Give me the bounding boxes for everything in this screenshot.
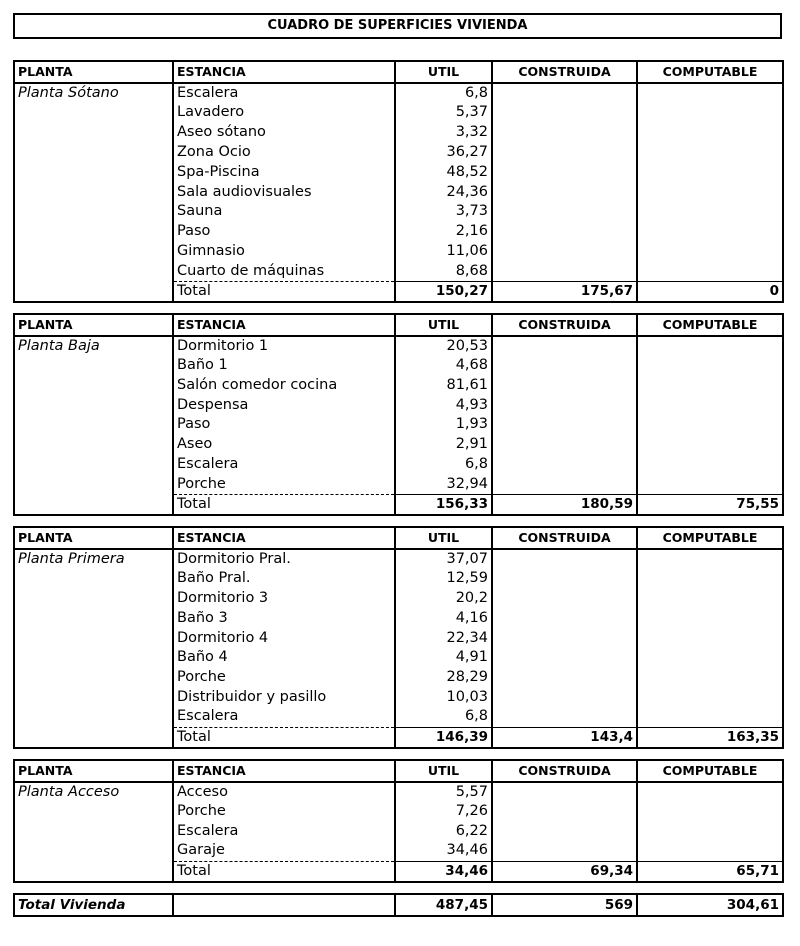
planta-label: Planta Sótano	[18, 85, 119, 101]
util-cell: 32,94	[395, 474, 492, 494]
construida-cell	[492, 821, 637, 841]
estancia-cell: Dormitorio Pral.	[173, 549, 395, 569]
section-table	[13, 60, 784, 303]
computable-cell	[637, 628, 783, 648]
computable-cell	[637, 435, 783, 455]
util-cell: 34,46	[395, 841, 492, 861]
total-construida: 143,4	[492, 727, 637, 748]
grand-total-table	[13, 893, 784, 917]
grand-total-construida: 569	[492, 894, 637, 916]
construida-cell	[492, 628, 637, 648]
construida-cell	[492, 474, 637, 494]
planta-label: Planta Acceso	[18, 783, 120, 800]
estancia-cell: Dormitorio 3	[173, 589, 395, 609]
total-util: 146,39	[395, 727, 492, 748]
header-util: UTIL	[395, 527, 492, 549]
computable-cell	[637, 143, 783, 163]
construida-cell	[492, 395, 637, 415]
construida-cell	[492, 569, 637, 589]
total-computable: 75,55	[637, 494, 783, 515]
estancia-cell: Gimnasio	[173, 242, 395, 262]
construida-cell	[492, 707, 637, 727]
estancia-cell: Baño Pral.	[173, 569, 395, 589]
construida-cell	[492, 261, 637, 281]
util-cell: 4,91	[395, 648, 492, 668]
header-estancia: ESTANCIA	[173, 760, 395, 782]
computable-cell	[637, 549, 783, 569]
construida-cell	[492, 162, 637, 182]
section-table	[13, 759, 784, 883]
computable-cell	[637, 802, 783, 822]
planta-label: Planta Primera	[18, 550, 125, 567]
total-computable: 65,71	[637, 861, 783, 882]
computable-cell	[637, 395, 783, 415]
computable-cell	[637, 162, 783, 182]
computable-cell	[637, 648, 783, 668]
total-computable: 0	[637, 281, 783, 302]
computable-cell	[637, 356, 783, 376]
estancia-cell: Escalera	[173, 821, 395, 841]
util-cell: 2,16	[395, 222, 492, 242]
construida-cell	[492, 668, 637, 688]
util-cell: 37,07	[395, 549, 492, 569]
estancia-cell: Lavadero	[173, 103, 395, 123]
util-cell: 6,8	[395, 707, 492, 727]
computable-cell	[637, 415, 783, 435]
total-label: Total	[173, 861, 395, 882]
util-cell: 36,27	[395, 143, 492, 163]
estancia-cell: Sauna	[173, 202, 395, 222]
computable-cell	[637, 182, 783, 202]
computable-cell	[637, 83, 783, 103]
util-cell: 24,36	[395, 182, 492, 202]
estancia-cell: Baño 1	[173, 356, 395, 376]
estancia-cell: Porche	[173, 802, 395, 822]
util-cell: 3,32	[395, 123, 492, 143]
util-cell: 48,52	[395, 162, 492, 182]
header-planta: PLANTA	[14, 61, 173, 83]
table-row	[14, 782, 783, 802]
grand-total-row	[14, 894, 783, 916]
construida-cell	[492, 648, 637, 668]
computable-cell	[637, 123, 783, 143]
util-cell: 12,59	[395, 569, 492, 589]
computable-cell	[637, 222, 783, 242]
construida-cell	[492, 83, 637, 103]
estancia-cell: Distribuidor y pasillo	[173, 688, 395, 708]
util-cell: 20,53	[395, 336, 492, 356]
estancia-cell: Salón comedor cocina	[173, 375, 395, 395]
section-table	[13, 526, 784, 749]
construida-cell	[492, 841, 637, 861]
estancia-cell: Baño 3	[173, 608, 395, 628]
total-construida: 175,67	[492, 281, 637, 302]
total-computable: 163,35	[637, 727, 783, 748]
estancia-cell: Escalera	[173, 707, 395, 727]
util-cell: 10,03	[395, 688, 492, 708]
total-construida: 180,59	[492, 494, 637, 515]
section-table	[13, 313, 784, 516]
util-cell: 11,06	[395, 242, 492, 262]
computable-cell	[637, 589, 783, 609]
estancia-cell: Garaje	[173, 841, 395, 861]
util-cell: 6,22	[395, 821, 492, 841]
construida-cell	[492, 336, 637, 356]
construida-cell	[492, 123, 637, 143]
total-construida: 69,34	[492, 861, 637, 882]
estancia-cell: Despensa	[173, 395, 395, 415]
estancia-cell: Paso	[173, 415, 395, 435]
header-computable: COMPUTABLE	[637, 61, 783, 83]
computable-cell	[637, 336, 783, 356]
header-util: UTIL	[395, 61, 492, 83]
total-label: Total	[173, 281, 395, 302]
util-cell: 7,26	[395, 802, 492, 822]
header-row	[14, 760, 783, 782]
util-cell: 22,34	[395, 628, 492, 648]
construida-cell	[492, 589, 637, 609]
header-computable: COMPUTABLE	[637, 527, 783, 549]
util-cell: 8,68	[395, 261, 492, 281]
util-cell: 5,57	[395, 782, 492, 802]
construida-cell	[492, 802, 637, 822]
construida-cell	[492, 608, 637, 628]
construida-cell	[492, 103, 637, 123]
estancia-cell: Porche	[173, 668, 395, 688]
header-computable: COMPUTABLE	[637, 314, 783, 336]
estancia-cell: Dormitorio 1	[173, 336, 395, 356]
computable-cell	[637, 782, 783, 802]
computable-cell	[637, 455, 783, 475]
util-cell: 2,91	[395, 435, 492, 455]
estancia-cell: Zona Ocio	[173, 143, 395, 163]
header-construida: CONSTRUIDA	[492, 314, 637, 336]
estancia-cell: Acceso	[173, 782, 395, 802]
header-planta: PLANTA	[14, 760, 173, 782]
table-title: CUADRO DE SUPERFICIES VIVIENDA	[13, 13, 782, 39]
computable-cell	[637, 707, 783, 727]
estancia-cell: Escalera	[173, 83, 395, 103]
computable-cell	[637, 841, 783, 861]
header-util: UTIL	[395, 314, 492, 336]
computable-cell	[637, 375, 783, 395]
grand-total-util: 487,45	[395, 894, 492, 916]
estancia-cell: Paso	[173, 222, 395, 242]
header-construida: CONSTRUIDA	[492, 61, 637, 83]
table-row	[14, 83, 783, 103]
construida-cell	[492, 415, 637, 435]
construida-cell	[492, 375, 637, 395]
header-util: UTIL	[395, 760, 492, 782]
computable-cell	[637, 242, 783, 262]
header-computable: COMPUTABLE	[637, 760, 783, 782]
estancia-cell: Spa-Piscina	[173, 162, 395, 182]
construida-cell	[492, 202, 637, 222]
header-row	[14, 314, 783, 336]
computable-cell	[637, 608, 783, 628]
computable-cell	[637, 261, 783, 281]
computable-cell	[637, 103, 783, 123]
surface-summary	[13, 13, 782, 917]
total-util: 34,46	[395, 861, 492, 882]
computable-cell	[637, 668, 783, 688]
total-util: 150,27	[395, 281, 492, 302]
table-row	[14, 549, 783, 569]
grand-total-computable: 304,61	[637, 894, 783, 916]
construida-cell	[492, 242, 637, 262]
estancia-cell: Cuarto de máquinas	[173, 261, 395, 281]
construida-cell	[492, 356, 637, 376]
construida-cell	[492, 549, 637, 569]
planta-label: Planta Baja	[18, 337, 100, 354]
util-cell: 6,8	[395, 455, 492, 475]
header-construida: CONSTRUIDA	[492, 527, 637, 549]
header-row	[14, 61, 783, 83]
table-row	[14, 336, 783, 356]
header-planta: PLANTA	[14, 527, 173, 549]
util-cell: 4,68	[395, 356, 492, 376]
estancia-cell: Dormitorio 4	[173, 628, 395, 648]
construida-cell	[492, 435, 637, 455]
header-estancia: ESTANCIA	[173, 527, 395, 549]
util-cell: 4,93	[395, 395, 492, 415]
grand-total-estancia-empty	[173, 894, 395, 916]
util-cell: 28,29	[395, 668, 492, 688]
util-cell: 3,73	[395, 202, 492, 222]
estancia-cell: Baño 4	[173, 648, 395, 668]
computable-cell	[637, 821, 783, 841]
estancia-cell: Porche	[173, 474, 395, 494]
total-util: 156,33	[395, 494, 492, 515]
estancia-cell: Aseo	[173, 435, 395, 455]
util-cell: 1,93	[395, 415, 492, 435]
header-construida: CONSTRUIDA	[492, 760, 637, 782]
total-label: Total	[173, 727, 395, 748]
construida-cell	[492, 688, 637, 708]
construida-cell	[492, 222, 637, 242]
util-cell: 4,16	[395, 608, 492, 628]
header-row	[14, 527, 783, 549]
total-label: Total	[173, 494, 395, 515]
util-cell: 20,2	[395, 589, 492, 609]
computable-cell	[637, 569, 783, 589]
construida-cell	[492, 182, 637, 202]
estancia-cell: Escalera	[173, 455, 395, 475]
construida-cell	[492, 143, 637, 163]
computable-cell	[637, 474, 783, 494]
computable-cell	[637, 688, 783, 708]
header-planta: PLANTA	[14, 314, 173, 336]
estancia-cell: Sala audiovisuales	[173, 182, 395, 202]
header-estancia: ESTANCIA	[173, 61, 395, 83]
computable-cell	[637, 202, 783, 222]
construida-cell	[492, 782, 637, 802]
grand-total-label: Total Vivienda	[14, 894, 173, 916]
header-estancia: ESTANCIA	[173, 314, 395, 336]
construida-cell	[492, 455, 637, 475]
util-cell: 5,37	[395, 103, 492, 123]
estancia-cell: Aseo sótano	[173, 123, 395, 143]
util-cell: 6,8	[395, 83, 492, 103]
util-cell: 81,61	[395, 375, 492, 395]
